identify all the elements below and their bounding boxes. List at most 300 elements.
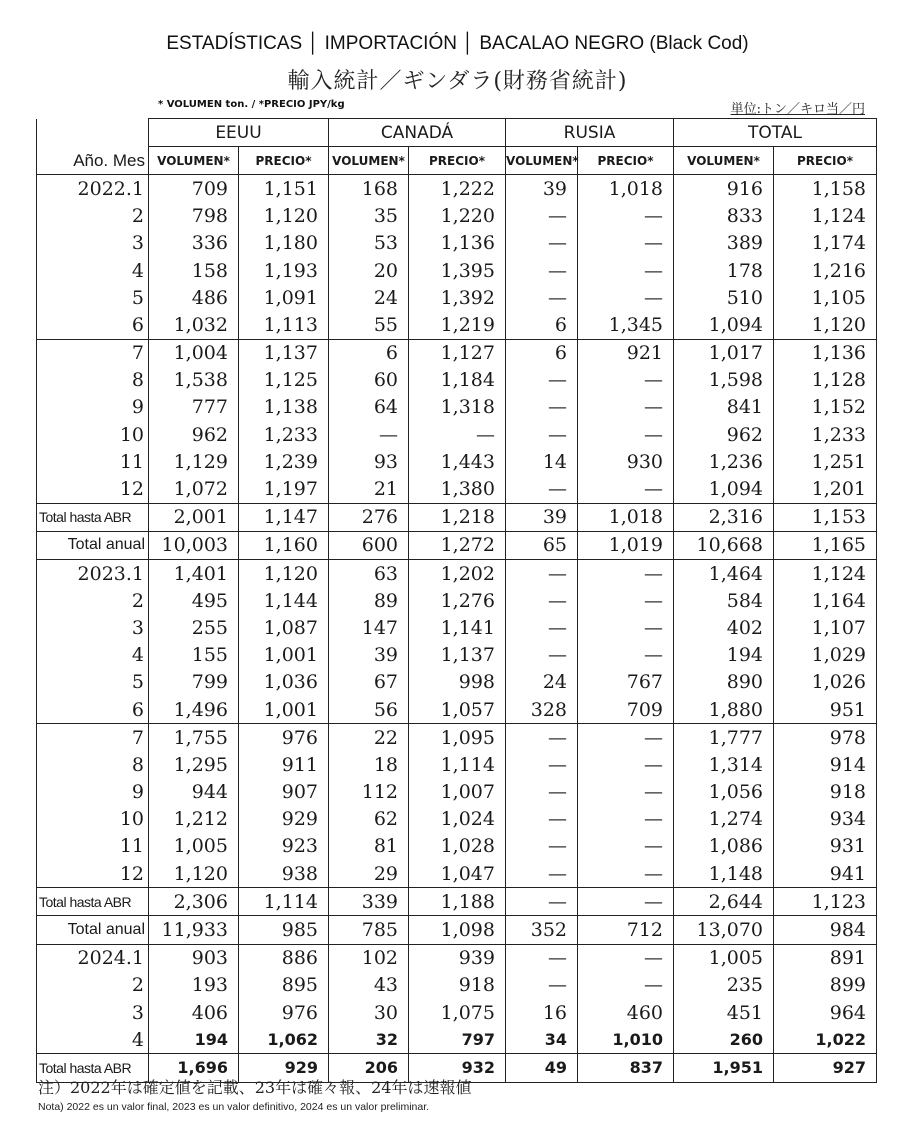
price-cell: 1,272 [409,531,506,559]
volume-cell: 81 [329,833,409,860]
table-row [37,724,877,752]
volume-cell: 93 [329,448,409,475]
row-label: 2 [37,972,149,999]
price-cell: 1,180 [239,230,329,257]
price-cell: 709 [578,696,674,724]
volume-cell: 406 [149,999,239,1026]
table-row [37,560,877,588]
volume-cell: — [506,587,578,614]
price-cell: 1,251 [774,448,877,475]
price-cell: 1,128 [774,367,877,394]
volume-cell: 13,070 [674,916,774,944]
country-header-rusia: RUSIA [506,119,674,147]
volume-cell: 1,236 [674,448,774,475]
volume-cell: 11,933 [149,916,239,944]
price-cell: — [409,421,506,448]
price-cell: 929 [239,1054,329,1082]
volume-cell: 785 [329,916,409,944]
price-cell: 1,124 [774,203,877,230]
volume-cell: 155 [149,642,239,669]
price-cell: 797 [409,1026,506,1054]
price-cell: 1,197 [239,475,329,503]
volume-cell: 1,755 [149,724,239,752]
volume-cell: 65 [506,531,578,559]
row-label: 8 [37,751,149,778]
price-cell: 1,222 [409,175,506,203]
table-row [37,860,877,888]
row-label: 2023.1 [37,560,149,588]
price-cell: — [578,944,674,972]
row-label: Total anual [37,916,149,944]
volume-cell: — [329,421,409,448]
price-cell: — [578,642,674,669]
volume-cell: 55 [329,311,409,339]
price-cell: — [578,806,674,833]
volume-cell: 600 [329,531,409,559]
price-cell: 1,024 [409,806,506,833]
row-label-header: Año. Mes [37,147,149,175]
table-row [37,311,877,339]
row-label: 7 [37,724,149,752]
table-row [37,999,877,1026]
price-cell: — [578,833,674,860]
price-cell: 938 [239,860,329,888]
price-cell: 1,087 [239,614,329,641]
volume-cell: 10,668 [674,531,774,559]
price-cell: 934 [774,806,877,833]
volume-cell: 21 [329,475,409,503]
row-label: 5 [37,669,149,696]
price-cell: 1,188 [409,888,506,916]
volume-cell: 14 [506,448,578,475]
volume-cell: 35 [329,203,409,230]
price-cell: — [578,724,674,752]
price-cell: 1,220 [409,203,506,230]
price-cell: 923 [239,833,329,860]
price-cell: 1,174 [774,230,877,257]
row-label: Total hasta ABR [37,503,149,531]
volume-cell: 1,056 [674,779,774,806]
volume-cell: 16 [506,999,578,1026]
volume-cell: 30 [329,999,409,1026]
volume-cell: 43 [329,972,409,999]
volume-cell: — [506,614,578,641]
volume-cell: 60 [329,367,409,394]
volume-header: VOLUMEN* [329,147,409,175]
row-label: 10 [37,421,149,448]
volume-cell: — [506,724,578,752]
volume-cell: 1,129 [149,448,239,475]
price-cell: — [578,860,674,888]
row-label: 7 [37,339,149,367]
price-header: PRECIO* [774,147,877,175]
price-cell: 1,075 [409,999,506,1026]
price-cell: 1,165 [774,531,877,559]
volume-cell: 1,777 [674,724,774,752]
volume-cell: 1,401 [149,560,239,588]
price-header: PRECIO* [239,147,329,175]
price-cell: 1,018 [578,175,674,203]
price-cell: — [578,367,674,394]
volume-cell: 255 [149,614,239,641]
volume-cell: 112 [329,779,409,806]
price-cell: 1,443 [409,448,506,475]
price-cell: 1,152 [774,394,877,421]
price-cell: 1,018 [578,503,674,531]
row-label: 6 [37,311,149,339]
price-cell: — [578,230,674,257]
table-row [37,203,877,230]
volume-cell: 510 [674,284,774,311]
volume-cell: 24 [329,284,409,311]
price-cell: — [578,888,674,916]
volume-cell: 1,086 [674,833,774,860]
row-label: 11 [37,833,149,860]
volume-cell: 235 [674,972,774,999]
volume-cell: 777 [149,394,239,421]
price-cell: 1,120 [239,560,329,588]
volume-cell: 1,094 [674,475,774,503]
table-row [37,779,877,806]
volume-cell: 102 [329,944,409,972]
volume-cell: 328 [506,696,578,724]
price-cell: 985 [239,916,329,944]
price-cell: 1,202 [409,560,506,588]
price-cell: 1,219 [409,311,506,339]
total-row [37,888,877,916]
volume-cell: 1,880 [674,696,774,724]
volume-cell: 799 [149,669,239,696]
price-cell: 1,098 [409,916,506,944]
price-cell: 1,010 [578,1026,674,1054]
row-label: Total hasta ABR [37,888,149,916]
price-cell: 1,380 [409,475,506,503]
row-label: 10 [37,806,149,833]
volume-cell: 2,316 [674,503,774,531]
price-cell: 1,136 [409,230,506,257]
volume-cell: 32 [329,1026,409,1054]
price-cell: 1,095 [409,724,506,752]
price-cell: 1,345 [578,311,674,339]
price-cell: 1,136 [774,339,877,367]
volume-cell: 402 [674,614,774,641]
table-row [37,257,877,284]
price-cell: — [578,284,674,311]
price-cell: 918 [774,779,877,806]
price-cell: 1,239 [239,448,329,475]
volume-cell: 584 [674,587,774,614]
table-row [37,751,877,778]
document-title: ESTADÍSTICAS │ IMPORTACIÓN │ BACALAO NEGRO (Black Cod) [166,33,749,54]
price-cell: 951 [774,696,877,724]
table-row [37,833,877,860]
row-label: 6 [37,696,149,724]
volume-cell: 841 [674,394,774,421]
price-cell: 914 [774,751,877,778]
row-label: 11 [37,448,149,475]
volume-cell: 206 [329,1054,409,1082]
volume-cell: 962 [149,421,239,448]
volume-cell: 6 [329,339,409,367]
table-body [37,175,877,1082]
price-cell: — [578,587,674,614]
row-label: 2024.1 [37,944,149,972]
price-cell: 1,147 [239,503,329,531]
volume-cell: 451 [674,999,774,1026]
volume-cell: — [506,860,578,888]
volume-cell: 63 [329,560,409,588]
volume-cell: 67 [329,669,409,696]
price-cell: 1,029 [774,642,877,669]
price-cell: 1,216 [774,257,877,284]
volume-cell: 916 [674,175,774,203]
price-cell: 1,158 [774,175,877,203]
volume-cell: — [506,560,578,588]
volume-cell: — [506,806,578,833]
table-row [37,284,877,311]
price-cell: — [578,257,674,284]
price-cell: 1,091 [239,284,329,311]
volume-header: VOLUMEN* [506,147,578,175]
row-label: 2 [37,203,149,230]
volume-cell: 486 [149,284,239,311]
price-cell: 1,062 [239,1026,329,1054]
volume-cell: 194 [149,1026,239,1054]
price-cell: 1,276 [409,587,506,614]
price-cell: 1,107 [774,614,877,641]
table-row [37,806,877,833]
volume-cell: — [506,257,578,284]
row-label: 9 [37,779,149,806]
price-cell: 1,164 [774,587,877,614]
volume-cell: 1,017 [674,339,774,367]
table-row [37,944,877,972]
table-row [37,339,877,367]
price-cell: 941 [774,860,877,888]
header-corner [37,119,149,147]
total-row [37,916,877,944]
volume-cell: 1,314 [674,751,774,778]
volume-cell: 1,598 [674,367,774,394]
table-row [37,448,877,475]
table-row [37,614,877,641]
volume-cell: 62 [329,806,409,833]
volume-cell: 168 [329,175,409,203]
volume-cell: 24 [506,669,578,696]
volume-cell: 39 [506,503,578,531]
volume-cell: 1,005 [674,944,774,972]
volume-cell: — [506,367,578,394]
price-cell: 984 [774,916,877,944]
price-cell: 911 [239,751,329,778]
price-header: PRECIO* [578,147,674,175]
footnote-spanish: Nota) 2022 es un valor final, 2023 es un valor definitivo, 2024 es un valor preliminar. [38,1101,430,1113]
volume-cell: 39 [329,642,409,669]
volume-cell: — [506,642,578,669]
price-cell: 1,137 [409,642,506,669]
volume-cell: 1,120 [149,860,239,888]
volume-cell: 64 [329,394,409,421]
volume-cell: 193 [149,972,239,999]
row-label: 4 [37,1026,149,1054]
price-cell: 1,113 [239,311,329,339]
volume-header: VOLUMEN* [674,147,774,175]
price-cell: 886 [239,944,329,972]
price-cell: 1,127 [409,339,506,367]
price-cell: 964 [774,999,877,1026]
price-cell: 1,105 [774,284,877,311]
volume-cell: — [506,751,578,778]
volume-cell: 1,496 [149,696,239,724]
total-row [37,531,877,559]
price-cell: 1,125 [239,367,329,394]
footnote-japanese: 注）2022年は確定値を記載、23年は確々報、24年は速報値 [38,1078,472,1097]
volume-cell: 1,148 [674,860,774,888]
price-cell: 1,184 [409,367,506,394]
price-cell: 976 [239,999,329,1026]
price-cell: 931 [774,833,877,860]
volume-cell: 1,951 [674,1054,774,1082]
table-row [37,972,877,999]
price-cell: 1,123 [774,888,877,916]
price-cell: 460 [578,999,674,1026]
volume-cell: — [506,833,578,860]
column-header-row [37,147,877,175]
price-cell: 1,001 [239,696,329,724]
price-cell: 907 [239,779,329,806]
price-cell: — [578,394,674,421]
volume-cell: — [506,779,578,806]
country-header-row [37,119,877,147]
price-cell: 932 [409,1054,506,1082]
volume-cell: 6 [506,339,578,367]
volume-cell: — [506,888,578,916]
price-cell: 930 [578,448,674,475]
volume-cell: 147 [329,614,409,641]
volume-cell: 1,696 [149,1054,239,1082]
price-cell: 891 [774,944,877,972]
volume-cell: — [506,972,578,999]
volume-cell: 962 [674,421,774,448]
price-cell: 918 [409,972,506,999]
volume-cell: — [506,230,578,257]
volume-cell: 260 [674,1026,774,1054]
price-cell: 1,193 [239,257,329,284]
price-cell: 998 [409,669,506,696]
row-label: Total hasta ABR [37,1054,149,1082]
price-cell: 712 [578,916,674,944]
table-row [37,230,877,257]
price-cell: — [578,203,674,230]
row-label: 8 [37,367,149,394]
volume-cell: — [506,203,578,230]
table-row [37,394,877,421]
volume-cell: 339 [329,888,409,916]
price-cell: 1,007 [409,779,506,806]
volume-cell: 1,464 [674,560,774,588]
price-cell: 1,114 [239,888,329,916]
volume-cell: 53 [329,230,409,257]
price-cell: 1,144 [239,587,329,614]
price-cell: 1,201 [774,475,877,503]
price-cell: 976 [239,724,329,752]
price-cell: 1,233 [774,421,877,448]
price-header: PRECIO* [409,147,506,175]
volume-cell: 890 [674,669,774,696]
row-label: 4 [37,642,149,669]
price-cell: 1,138 [239,394,329,421]
price-cell: 1,141 [409,614,506,641]
volume-cell: 709 [149,175,239,203]
volume-cell: 389 [674,230,774,257]
price-cell: 1,026 [774,669,877,696]
volume-cell: 49 [506,1054,578,1082]
price-cell: — [578,560,674,588]
price-cell: 1,001 [239,642,329,669]
volume-cell: 56 [329,696,409,724]
volume-cell: 352 [506,916,578,944]
row-label: 3 [37,999,149,1026]
price-cell: — [578,751,674,778]
price-cell: 1,120 [239,203,329,230]
volume-cell: 39 [506,175,578,203]
volume-cell: 1,212 [149,806,239,833]
price-cell: 1,028 [409,833,506,860]
price-cell: 978 [774,724,877,752]
volume-cell: 495 [149,587,239,614]
row-label: 5 [37,284,149,311]
table-row [37,175,877,203]
price-cell: — [578,421,674,448]
table-row [37,1026,877,1054]
volume-cell: 2,001 [149,503,239,531]
table-row [37,696,877,724]
volume-cell: 6 [506,311,578,339]
volume-cell: 903 [149,944,239,972]
volume-cell: 1,538 [149,367,239,394]
price-cell: 837 [578,1054,674,1082]
volume-cell: — [506,394,578,421]
table-row [37,367,877,394]
volume-cell: 798 [149,203,239,230]
volume-cell: — [506,421,578,448]
total-row [37,503,877,531]
units-note-right: 単位:トン／キロ当／円 [730,102,865,117]
row-label: 2022.1 [37,175,149,203]
table-row [37,669,877,696]
volume-cell: 276 [329,503,409,531]
volume-cell: 178 [674,257,774,284]
volume-cell: 1,094 [674,311,774,339]
volume-cell: 1,072 [149,475,239,503]
volume-cell: 1,274 [674,806,774,833]
price-cell: 1,233 [239,421,329,448]
country-header-total: TOTAL [674,119,877,147]
price-cell: 899 [774,972,877,999]
price-cell: 1,114 [409,751,506,778]
volume-cell: 158 [149,257,239,284]
price-cell: 1,395 [409,257,506,284]
table-row [37,475,877,503]
price-cell: 1,047 [409,860,506,888]
table-row [37,642,877,669]
row-label: 12 [37,475,149,503]
row-label: 12 [37,860,149,888]
table-row [37,587,877,614]
import-statistics-table [36,118,877,1083]
price-cell: 929 [239,806,329,833]
row-label: 4 [37,257,149,284]
